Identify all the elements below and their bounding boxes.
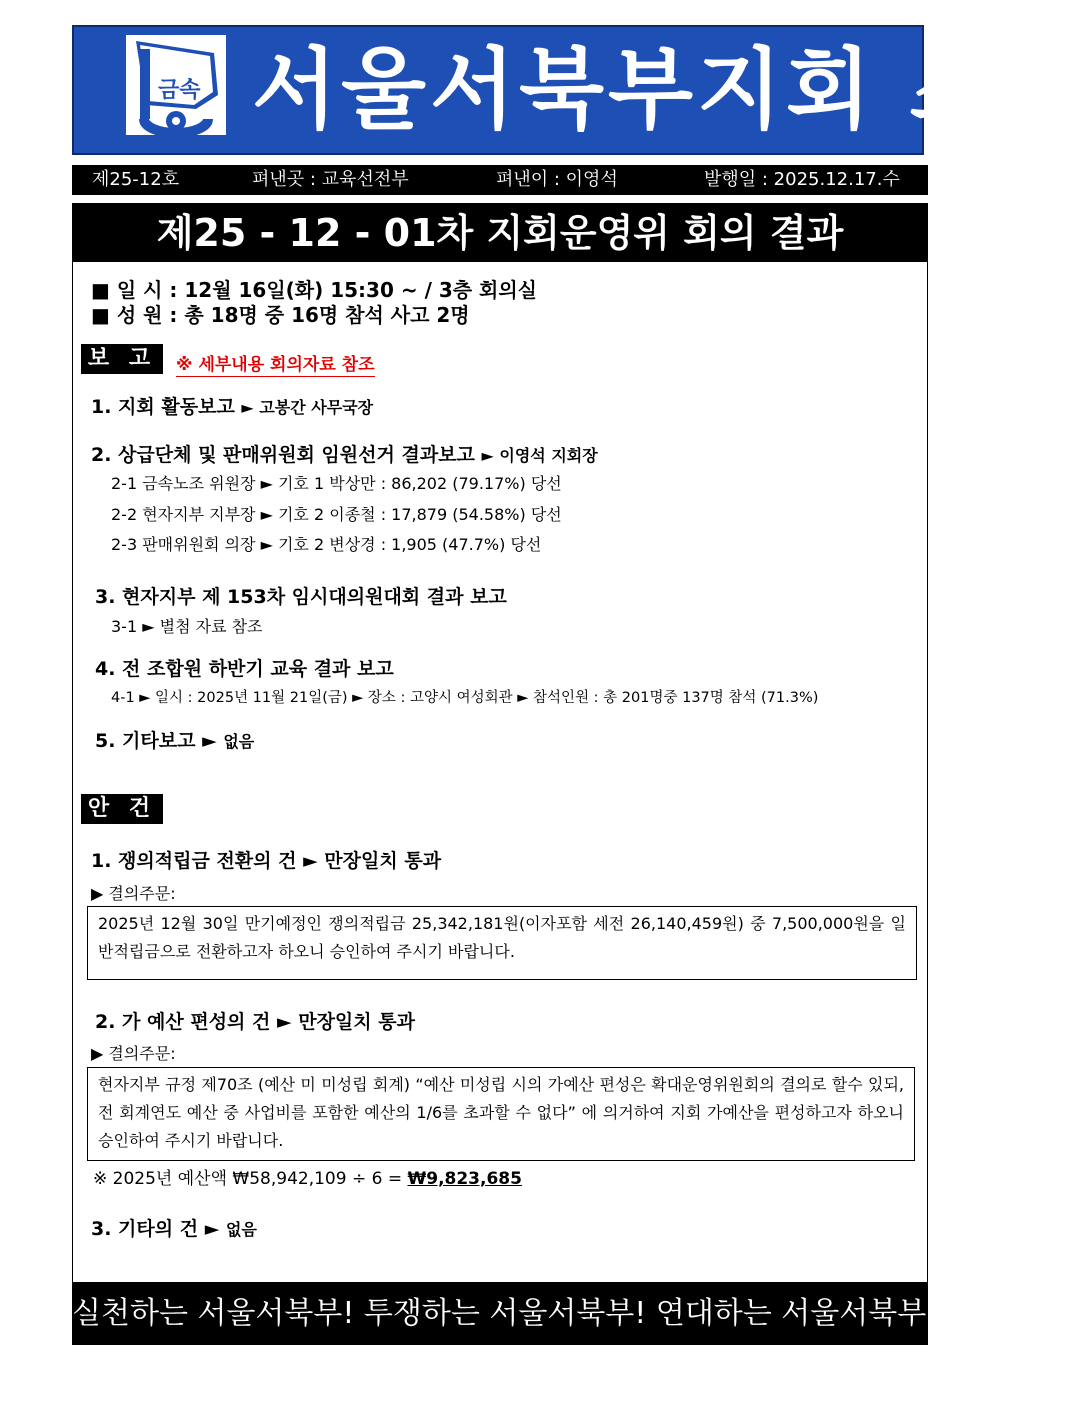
report-note: ※ 세부내용 회의자료 참조 <box>176 350 375 377</box>
document-title: 제25 - 12 - 01차 지회운영위 회의 결과 <box>73 204 927 262</box>
meeting-members: ■ 성 원 : 총 18명 중 16명 참석 사고 2명 <box>91 303 470 327</box>
report-item-1: 1. 지회 활동보고 ► 고봉간 사무국장 <box>91 396 374 418</box>
agenda-item-1: 1. 쟁의적립금 전환의 건 ► 만장일치 통과 <box>91 850 442 872</box>
issue-info-bar <box>72 165 928 195</box>
newsletter-title: 서울서북부지회 소식 <box>252 38 1088 141</box>
report-item-4: 4. 전 조합원 하반기 교육 결과 보고 <box>95 658 394 680</box>
report-item-2-sub-3: 2-3 판매위원회 의장 ► 기호 2 변상경 : 1,905 (47.7%) 당선 <box>111 535 542 554</box>
issue-number: 제25-12호 <box>92 169 180 190</box>
meeting-datetime: ■ 일 시 : 12월 16일(화) 15:30 ~ / 3층 회의실 <box>91 278 537 302</box>
content-frame <box>72 203 928 1345</box>
budget-calculation: ※ 2025년 예산액 ₩58,942,109 ÷ 6 = ₩9,823,685 <box>93 1169 522 1189</box>
publish-date: 발행일 : 2025.12.17.수 <box>704 169 900 190</box>
report-item-3: 3. 현자지부 제 153차 임시대의원대회 결과 보고 <box>95 586 507 608</box>
report-item-4-sub-1: 4-1 ► 일시 : 2025년 11월 21일(금) ► 장소 : 고양시 여성회관 ► 참석인원 : 총 201명중 137명 참석 (71.3%) <box>111 690 819 706</box>
editor: 펴낸이 : 이영석 <box>496 169 618 190</box>
logo-text: 금속 <box>158 78 201 103</box>
report-item-5: 5. 기타보고 ► 없음 <box>95 730 255 752</box>
agenda-item-1-resolution-label: ▶ 결의주문: <box>91 884 176 903</box>
agenda-item-2: 2. 가 예산 편성의 건 ► 만장일치 통과 <box>95 1011 415 1033</box>
agenda-section-label: 안 건 <box>81 794 163 824</box>
report-item-2-sub-2: 2-2 현자지부 지부장 ► 기호 2 이종철 : 17,879 (54.58%) 당선 <box>111 505 562 524</box>
masthead <box>72 25 1088 155</box>
agenda-item-2-resolution: 현자지부 규정 제70조 (예산 미 미성립 회계) “예산 미성립 시의 가예산 편성은 확대운영위원회의 결의로 할수 있되, 전 회계연도 예산 중 사업비를 포함한 예산의 1/6를 초과할 수 없다” 에 의거하여 지회 가예산을 편성하고자 하오니 승인하여 주시기 바랍니다. <box>87 1067 915 1161</box>
agenda-item-1-resolution: 2025년 12월 30일 만기예정인 쟁의적립금 25,342,181원(이자포함 세전 26,140,459원) 중 7,500,000원을 일반적립금으로 전환하고자 하오니 승인하여 주시기 바랍니다. <box>87 906 917 980</box>
budget-result: ₩9,823,685 <box>407 1169 522 1189</box>
footer-slogan: 실천하는 서울서북부! 투쟁하는 서울서북부! 연대하는 서울서북부! <box>72 1282 928 1345</box>
agenda-item-2-resolution-label: ▶ 결의주문: <box>91 1044 176 1063</box>
report-item-2: 2. 상급단체 및 판매위원회 임원선거 결과보고 ► 이영석 지회장 <box>91 444 598 466</box>
union-logo <box>126 35 226 135</box>
publisher: 펴낸곳 : 교육선전부 <box>252 169 409 190</box>
report-item-2-sub-1: 2-1 금속노조 위원장 ► 기호 1 박상만 : 86,202 (79.17%) 당선 <box>111 474 562 493</box>
report-item-3-sub-1: 3-1 ► 별첨 자료 참조 <box>111 617 263 636</box>
report-section-label: 보 고 <box>81 344 163 374</box>
agenda-item-3: 3. 기타의 건 ► 없음 <box>91 1218 257 1240</box>
